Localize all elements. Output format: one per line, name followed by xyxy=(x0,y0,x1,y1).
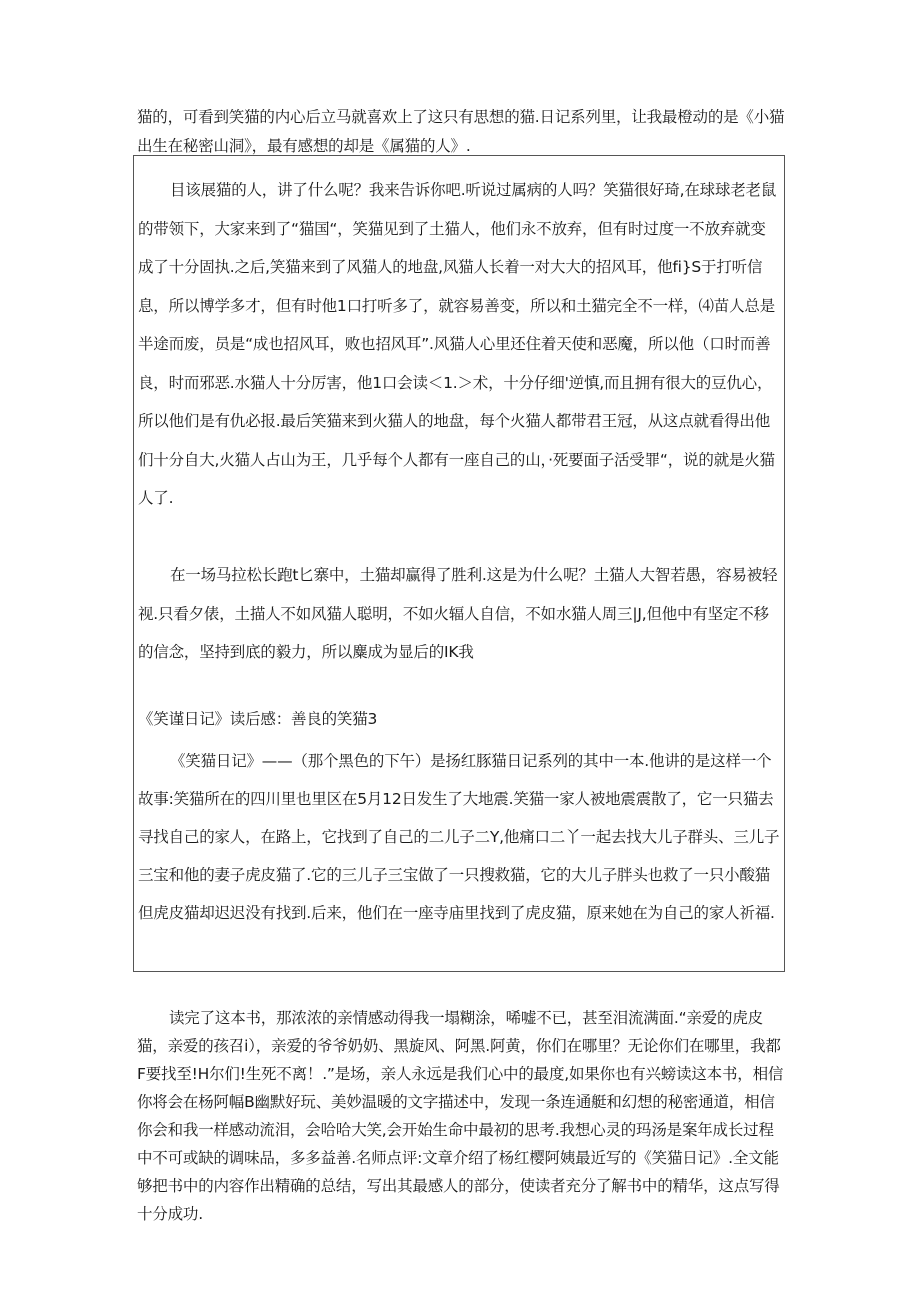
box-paragraph-cat-people: 目该展猫的人，讲了什么呢？我来告诉你吧.听说过属病的人吗？笑猫很好琦,在球球老老鼠的带领下，大家来到了“猫国“，笑猫见到了土猫人，他们永不放弃，但有时过度一不放弃就变成了十分固执.之后,笑猫来到了风猫人的地盘,风猫人长着一对大大的招风耳，他fi}S于打听信息，所以博学多才，但有时他1口打听多了，就容易善变，所以和土猫完全不一样，⑷苗人总是半途而废，员是“成也招风耳，败也招风耳”.风猫人心里还住着天使和恶魔，所以他（口时而善良，时而邪恶.水猫人十分厉害，他1口会读＜1.＞术，十分仔细'逆慎,而且拥有很大的豆仇心，所以他们是有仇必报.最后笑猫来到火猫人的地盘，每个火猫人都带君王冠，从这点就看得出他们十分自大,火猫人占山为王，几乎每个人都有一座自己的山，·死要面子活受罪“，说的就是火猫人了. xyxy=(138,181,777,507)
outro-paragraph: 读完了这本书，那浓浓的亲情感动得我一塌糊涂，唏嘘不已，甚至泪流满面.“亲爱的虎皮猫，亲爱的孩召i），亲爱的爷爷奶奶、黑旋风、阿黑.阿黄，你们在哪里？无论你们在哪里，我都F要找至!H尔们!生死不离！.”是场，亲人永远是我们心中的最度,如果你也有兴螃读这本书，相信你将会在杨阿幅B幽默好玩、美妙温暖的文字描述中，发现一条连通艇和幻想的秘密通道，相信你会和我一样感动流泪，会哈哈大笑,会开始生命中最初的思考.我想心灵的玛汤是案年成长过程中不可或缺的调味品，多多益善.名师点评:文章介绍了杨红樱阿姨最近写的《笑猫日记》.全文能够把书中的内容作出精确的总结，写出其最感人的部分，使读者充分了解书中的精华，这点写得十分成功. xyxy=(137,1009,784,1223)
intro-paragraph: 猫的，可看到笑猫的内心后立马就喜欢上了这只有思想的猫.日记系列里，让我最橙动的是《小猫出生在秘密山洞》，最有感想的却是《属猫的人》. xyxy=(137,108,785,155)
box-paragraph-marathon: 在一场马拉松长跑t匕寨中，土猫却赢得了胜利.这是为什么呢？土猫人大智若愚，容易被轻视.只看夕俵，土描人不如风猫人聪明，不如火辐人自信，不如水猫人周三|J,但他中有坚定不移的信念，坚持到底的毅力，所以麋成为显后的IK我 xyxy=(138,566,778,661)
bordered-text-box xyxy=(133,155,785,972)
box-paragraph-earthquake: 《笑猫日记》——（那个黑色的下午）是扬红豚猫日记系列的其中一本.他讲的是这样一个故事:笑猫所在的四川里也里区在5月12日发生了大地震.笑猫一家人被地震震散了，它一只猫去寻找自己的家人，在路上，它找到了自己的二儿子二Y,他痛口二丫一起去找大儿子群头、三儿子三宝和他的妻子虎皮猫了.它的三儿子三宝做了一只搜救猫，它的大儿子胖头也救了一只小酸猫但虎皮猫却迟迟没有找到.后来，他们在一座寺庙里找到了虎皮猫，原来她在为自己的家人祈福. xyxy=(138,752,780,922)
box-heading: 《笑谨日记》读后感：善良的笑猫3 xyxy=(138,710,378,728)
